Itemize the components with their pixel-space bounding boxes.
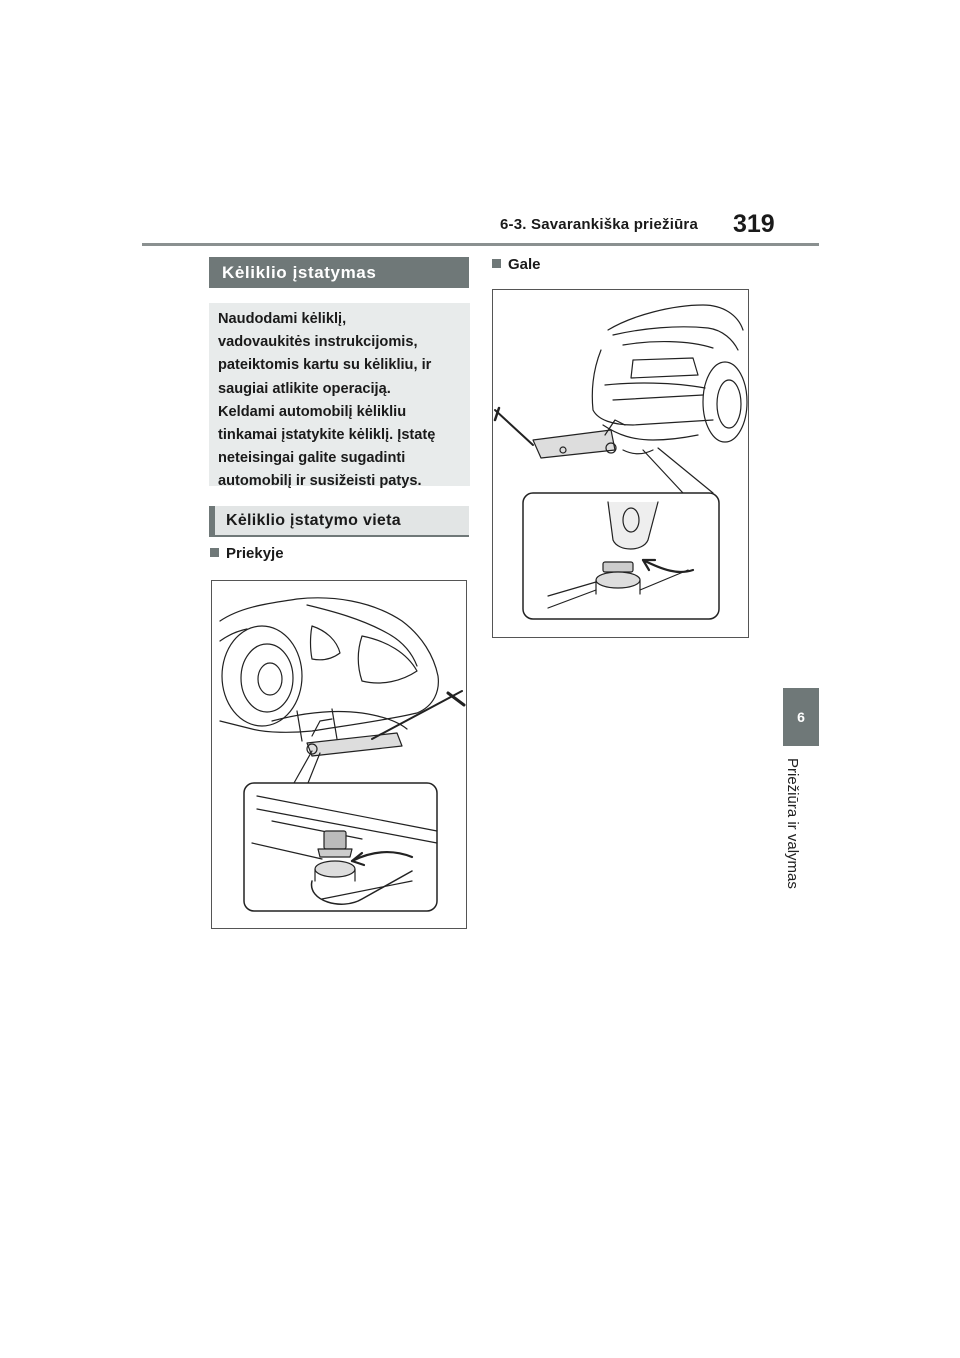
notice-line: saugiai atlikite operaciją. (218, 380, 391, 397)
header-rule (142, 243, 819, 246)
chapter-number: 6 (797, 709, 805, 725)
chapter-tab[interactable] (783, 688, 819, 746)
rear-label (492, 256, 541, 273)
front-label-text: Priekyje (226, 545, 284, 562)
notice-title: Kėliklio įstatymas (209, 257, 469, 288)
front-jack-illustration (211, 580, 467, 929)
notice-line: Keldami automobilį kėlikliu (218, 403, 407, 420)
rear-jack-illustration (492, 289, 749, 638)
front-label (210, 545, 284, 562)
section-title: 6-3. Savarankiška priežiūra (500, 216, 699, 233)
notice-line: pateiktomis kartu su kėlikliu, ir (218, 357, 432, 374)
notice-line: neteisingai galite sugadinti (218, 450, 406, 467)
rear-label-text: Gale (508, 256, 541, 273)
bullet-square-icon (210, 548, 219, 557)
page-number: 319 (733, 210, 775, 238)
notice-line: vadovaukitės instrukcijomis, (218, 334, 418, 351)
notice-line: automobilį ir susižeisti patys. (218, 473, 422, 490)
notice-line: tinkamai įstatykite kėliklį. Įstatę (218, 427, 436, 444)
jack-position-heading: Kėliklio įstatymo vieta (209, 506, 469, 537)
notice-line: Naudodami kėliklį, (218, 311, 347, 327)
chapter-label: Priežiūra ir valymas (784, 758, 801, 889)
notice-box (209, 303, 470, 490)
bullet-square-icon (492, 259, 501, 268)
